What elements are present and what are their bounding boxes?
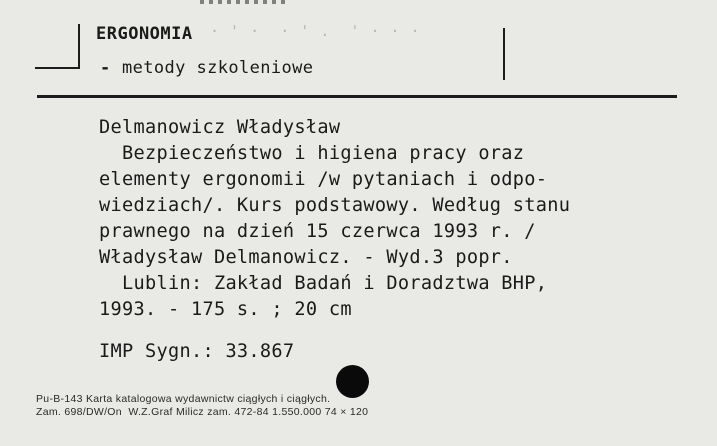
title-line-4: prawnego na dzień 15 czerwca 1993 r. /	[99, 221, 536, 242]
right-vertical-rule	[503, 28, 505, 80]
footer-line-1: Pu-B-143 Karta katalogowa wydawnictw ciągłych i ciągłych.	[36, 393, 331, 405]
imprint-line-2: 1993. - 175 s. ; 20 cm	[99, 299, 352, 320]
subheading-dash: -	[100, 58, 111, 78]
left-vertical-rule	[78, 24, 80, 69]
left-short-rule	[35, 67, 79, 69]
imprint-line-1: Lublin: Zakład Badań i Doradztwa BHP,	[99, 273, 548, 294]
title-line-5: Władysław Delmanowicz. - Wyd.3 popr.	[99, 247, 513, 268]
top-edge-marks	[200, 0, 290, 4]
call-number: IMP Sygn.: 33.867	[99, 341, 295, 362]
faded-overprint: · ' · · ' . ' · · ·	[210, 22, 421, 40]
author-heading: Delmanowicz Władysław	[99, 117, 341, 138]
subject-heading: ERGONOMIA	[96, 24, 193, 44]
title-line-1: Bezpieczeństwo i higiena pracy oraz	[99, 143, 525, 164]
subheading: metody szkoleniowe	[122, 58, 314, 78]
footer-line-2: Zam. 698/DW/On W.Z.Graf Milicz zam. 472-84 1.550.000 74 × 120	[36, 406, 369, 418]
title-line-3: wiedziach/. Kurs podstawowy. Według stanu	[99, 195, 571, 216]
title-line-2: elementy ergonomii /w pytaniach i odpo-	[99, 169, 548, 190]
separator-rule	[37, 95, 677, 98]
punch-hole	[336, 365, 369, 398]
